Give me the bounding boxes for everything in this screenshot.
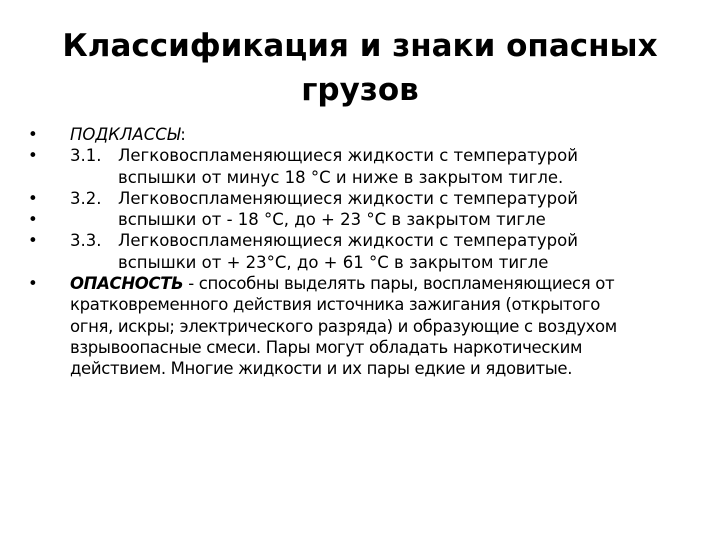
subclass-text-line-1: Легковоспламеняющиеся жидкости с температурой (118, 188, 578, 208)
danger-text-line-4: взрывоопасные смеси. Пары могут обладать наркотическим (70, 337, 583, 357)
subclass-text-line-2: вспышки от минус 18 °С и ниже в закрытом тигле. (118, 167, 564, 187)
danger-text-line-2: кратковременного действия источника зажигания (открытого (70, 295, 600, 315)
subclass-number: 3.3. (70, 231, 102, 251)
bullet-list (28, 124, 692, 380)
subclasses-colon: : (180, 125, 186, 144)
slide-title (40, 24, 680, 112)
danger-label: ОПАСНОСТЬ (70, 274, 184, 294)
bullet-subclasses-heading (28, 124, 692, 145)
subclass-text-line-1: Легковоспламеняющиеся жидкости с температурой (118, 231, 578, 251)
title-line-2: грузов (301, 72, 419, 108)
subclass-number: 3.1. (70, 146, 102, 166)
subclass-text-line-2: вспышки от + 23°С, до + 61 °С в закрытом тигле (118, 252, 549, 272)
subclass-number: 3.2. (70, 188, 102, 208)
title-line-1: Классификация и знаки опасных (62, 28, 658, 64)
subclass-text-line-1: Легковоспламеняющиеся жидкости с температурой (118, 146, 578, 166)
subclass-text-line-2: • вспышки от - 18 °С, до + 23 °С в закрытом тигле (118, 210, 546, 230)
danger-text-line-3: огня, искры; электрического разряда) и образующие с воздухом (70, 316, 617, 336)
bullet-subclass-3-2 (28, 188, 692, 209)
subclasses-label: ПОДКЛАССЫ (70, 125, 181, 144)
bullet-subclass-3-1 (28, 145, 692, 188)
danger-text-line-5: действием. Многие жидкости и их пары едкие и ядовитые. (70, 359, 573, 379)
bullet-danger (28, 273, 692, 379)
danger-text-line-1: - способны выделять пары, воспламеняющиеся от (183, 274, 615, 294)
bullet-subclass-3-2-continued (28, 209, 692, 230)
bullet-subclass-3-3 (28, 230, 692, 273)
